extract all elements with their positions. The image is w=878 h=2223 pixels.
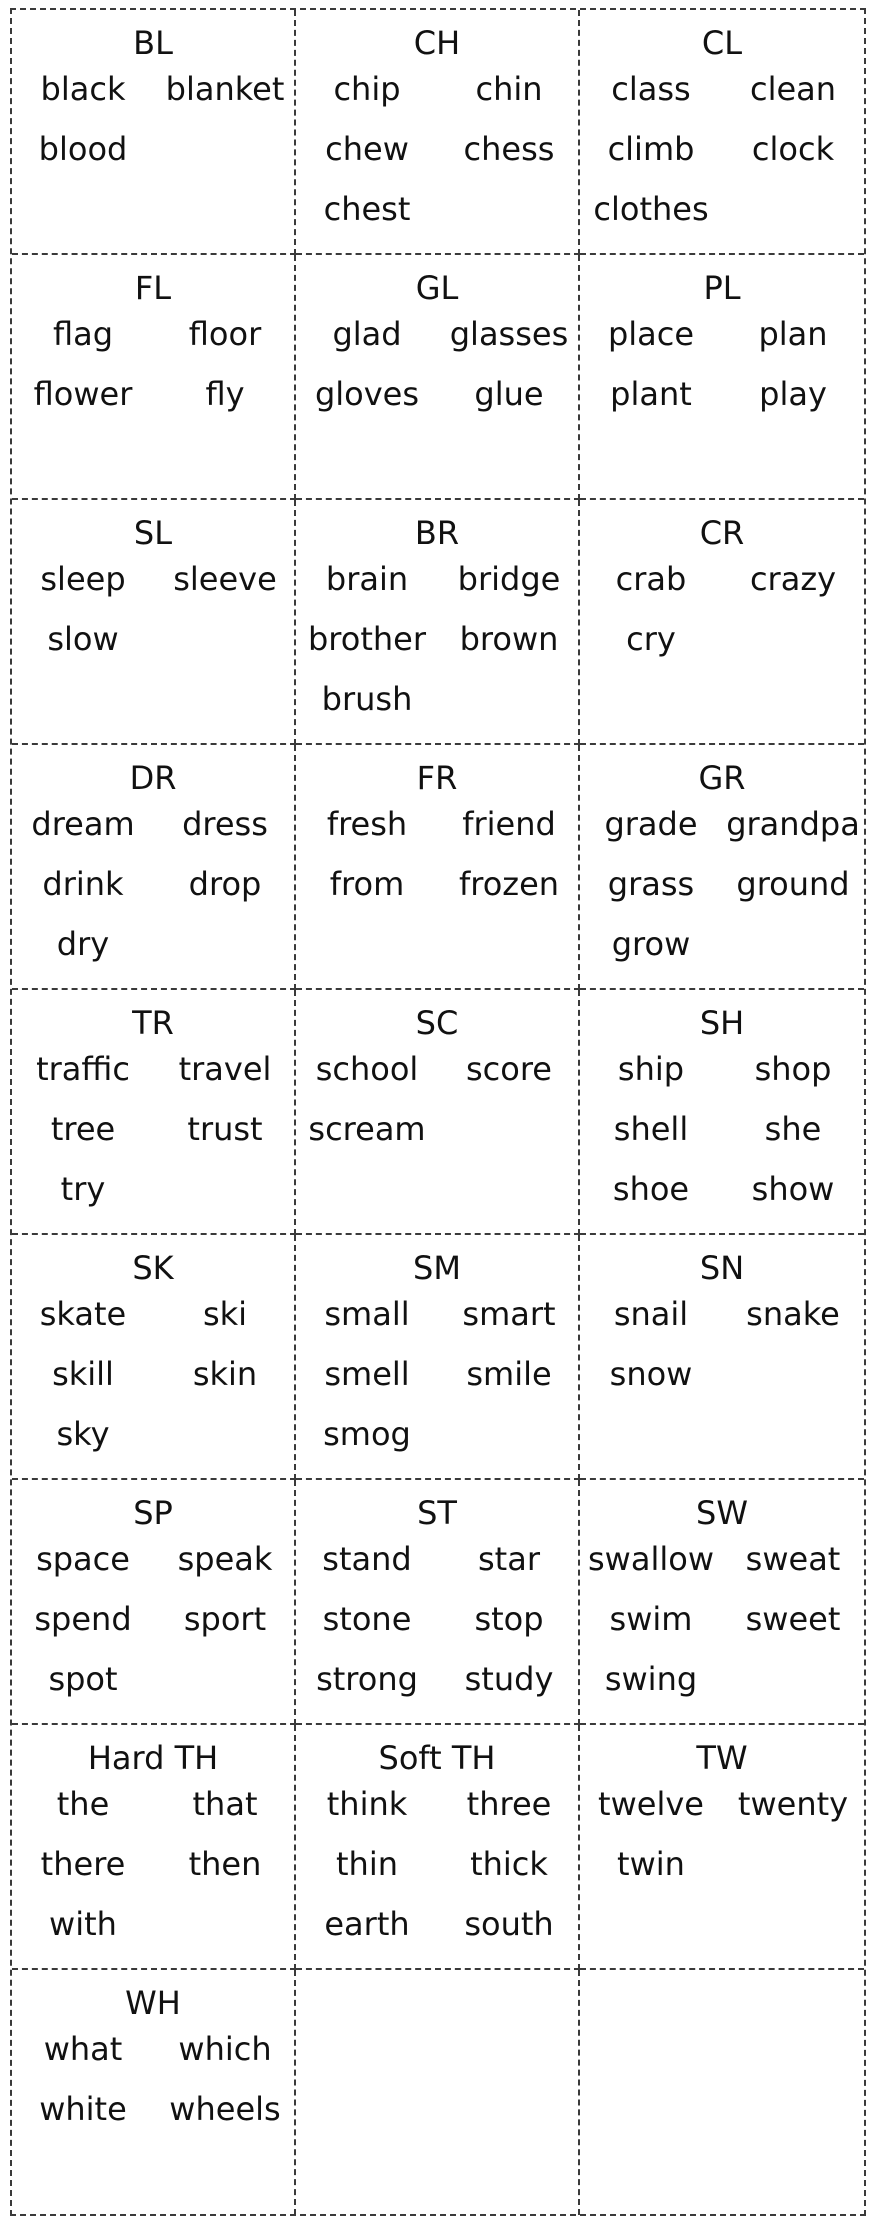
blend-heading: PL <box>703 269 741 307</box>
word: three <box>466 1785 552 1823</box>
word: ground <box>736 865 850 903</box>
blend-heading: DR <box>129 759 177 797</box>
word: fresh <box>326 805 408 843</box>
blend-cell-cr <box>580 500 864 745</box>
word: swallow <box>588 1540 714 1578</box>
word: what <box>43 2030 123 2068</box>
word: snail <box>613 1295 689 1333</box>
blend-cell-br <box>296 500 580 745</box>
blend-cell-wh <box>12 1970 296 2215</box>
word: then <box>188 1845 262 1883</box>
word: thick <box>470 1845 548 1883</box>
word: blanket <box>165 70 285 108</box>
word: dress <box>182 805 268 843</box>
word: play <box>759 375 827 413</box>
blend-cell-sw <box>580 1480 864 1725</box>
word: strong <box>316 1660 418 1698</box>
word: grass <box>607 865 695 903</box>
blend-cell-bl <box>12 10 296 255</box>
blend-heading: GR <box>698 759 746 797</box>
word: friend <box>462 805 556 843</box>
word: flower <box>33 375 133 413</box>
word: cry <box>626 620 676 658</box>
blend-heading: FR <box>416 759 458 797</box>
word: twin <box>617 1845 685 1883</box>
word: chip <box>333 70 401 108</box>
word: swing <box>604 1660 698 1698</box>
word: think <box>326 1785 408 1823</box>
word: wheels <box>169 2090 281 2128</box>
word: there <box>40 1845 126 1883</box>
blend-heading: BL <box>133 24 173 62</box>
word: spot <box>48 1660 118 1698</box>
word: stone <box>322 1600 412 1638</box>
word: slow <box>47 620 119 658</box>
word: plan <box>758 315 828 353</box>
blend-heading: Hard TH <box>87 1739 219 1777</box>
word: skin <box>192 1355 258 1393</box>
word: earth <box>324 1905 410 1943</box>
word: drink <box>42 865 124 903</box>
blend-cell-fr <box>296 745 580 990</box>
word: smart <box>462 1295 556 1333</box>
word: traffic <box>36 1050 130 1088</box>
word: that <box>192 1785 258 1823</box>
word: clothes <box>593 190 709 228</box>
blend-heading: WH <box>125 1984 181 2022</box>
blend-heading: SW <box>696 1494 748 1532</box>
blend-cell-sk <box>12 1235 296 1480</box>
blend-heading: SM <box>413 1249 461 1287</box>
word: shell <box>613 1110 689 1148</box>
blend-cell-tw <box>580 1725 864 1970</box>
word: floor <box>188 315 262 353</box>
word: place <box>607 315 695 353</box>
word: brush <box>321 680 413 718</box>
word: frozen <box>458 865 560 903</box>
word: with <box>49 1905 117 1943</box>
word: chest <box>323 190 411 228</box>
word: sweat <box>745 1540 841 1578</box>
word: try <box>60 1170 106 1208</box>
word: drop <box>188 865 262 903</box>
blend-cell-sm <box>296 1235 580 1480</box>
word: smile <box>466 1355 552 1393</box>
word: blood <box>38 130 128 168</box>
blend-cell-empty-25 <box>296 1970 580 2215</box>
word: twenty <box>737 1785 849 1823</box>
blend-word-sheet <box>10 8 866 2216</box>
word: chess <box>463 130 555 168</box>
word: twelve <box>598 1785 704 1823</box>
blend-cell-sc <box>296 990 580 1235</box>
word: dry <box>56 925 110 963</box>
word: grandpa <box>726 805 860 843</box>
word: sleeve <box>173 560 277 598</box>
blend-heading: SL <box>133 514 173 552</box>
word: smog <box>323 1415 411 1453</box>
blend-heading: Soft TH <box>378 1739 496 1777</box>
word: stop <box>474 1600 544 1638</box>
blend-heading: CH <box>413 24 461 62</box>
word: glasses <box>449 315 569 353</box>
word: sleep <box>40 560 126 598</box>
word: shop <box>754 1050 832 1088</box>
blend-cell-sh <box>580 990 864 1235</box>
blend-heading: ST <box>417 1494 457 1532</box>
word: clean <box>749 70 837 108</box>
blend-heading: SK <box>132 1249 174 1287</box>
word: climb <box>607 130 695 168</box>
word: sport <box>183 1600 267 1638</box>
word: class <box>611 70 691 108</box>
word: travel <box>178 1050 272 1088</box>
word: swim <box>609 1600 693 1638</box>
blend-cell-gr <box>580 745 864 990</box>
word: sweet <box>745 1600 841 1638</box>
word: small <box>324 1295 410 1333</box>
word: flag <box>52 315 114 353</box>
blend-heading: CL <box>701 24 743 62</box>
blend-cell-sn <box>580 1235 864 1480</box>
word: study <box>464 1660 554 1698</box>
word: grow <box>611 925 691 963</box>
blend-cell-dr <box>12 745 296 990</box>
blend-cell-cl <box>580 10 864 255</box>
blend-heading: CR <box>699 514 745 552</box>
word: black <box>40 70 126 108</box>
word: ship <box>617 1050 685 1088</box>
blend-cell-soft-th <box>296 1725 580 1970</box>
word: skate <box>39 1295 127 1333</box>
word: the <box>56 1785 110 1823</box>
word: grade <box>604 805 698 843</box>
word: which <box>178 2030 272 2068</box>
blend-cell-tr <box>12 990 296 1235</box>
word: brown <box>459 620 559 658</box>
blend-heading: SH <box>699 1004 745 1042</box>
word: scream <box>308 1110 426 1148</box>
word: gloves <box>314 375 420 413</box>
blend-heading: FL <box>134 269 172 307</box>
blend-cell-st <box>296 1480 580 1725</box>
word: brain <box>325 560 409 598</box>
word: brother <box>307 620 426 658</box>
blend-heading: SN <box>699 1249 745 1287</box>
word: ski <box>202 1295 248 1333</box>
blend-cell-empty-26 <box>580 1970 864 2215</box>
blend-cell-sp <box>12 1480 296 1725</box>
word: star <box>478 1540 540 1578</box>
blend-heading: TW <box>696 1739 748 1777</box>
word: show <box>751 1170 835 1208</box>
word: she <box>764 1110 822 1148</box>
word: chew <box>325 130 409 168</box>
blend-heading: BR <box>414 514 460 552</box>
blend-heading: TR <box>132 1004 174 1042</box>
word: score <box>466 1050 552 1088</box>
blend-heading: SC <box>415 1004 459 1042</box>
word: bridge <box>457 560 561 598</box>
word: smell <box>324 1355 410 1393</box>
word: from <box>329 865 405 903</box>
word: stand <box>322 1540 412 1578</box>
blend-heading: SP <box>133 1494 173 1532</box>
word: clock <box>751 130 835 168</box>
word: skill <box>52 1355 114 1393</box>
word: snake <box>746 1295 840 1333</box>
word: glad <box>332 315 402 353</box>
blend-cell-hard-th <box>12 1725 296 1970</box>
word: tree <box>50 1110 116 1148</box>
word: spend <box>34 1600 132 1638</box>
word: crazy <box>749 560 837 598</box>
word: snow <box>609 1355 693 1393</box>
blend-cell-gl <box>296 255 580 500</box>
blend-cell-pl <box>580 255 864 500</box>
word: space <box>36 1540 130 1578</box>
blend-cell-fl <box>12 255 296 500</box>
word: sky <box>56 1415 110 1453</box>
blend-cell-sl <box>12 500 296 745</box>
word: thin <box>336 1845 398 1883</box>
word: glue <box>474 375 544 413</box>
word: chin <box>475 70 543 108</box>
word: south <box>464 1905 554 1943</box>
word: shoe <box>612 1170 690 1208</box>
word: plant <box>610 375 692 413</box>
blend-heading: GL <box>415 269 459 307</box>
word: speak <box>177 1540 273 1578</box>
word: dream <box>31 805 135 843</box>
word: crab <box>615 560 687 598</box>
word: white <box>39 2090 127 2128</box>
blend-cell-ch <box>296 10 580 255</box>
word: fly <box>205 375 245 413</box>
word: trust <box>187 1110 263 1148</box>
word: school <box>315 1050 419 1088</box>
